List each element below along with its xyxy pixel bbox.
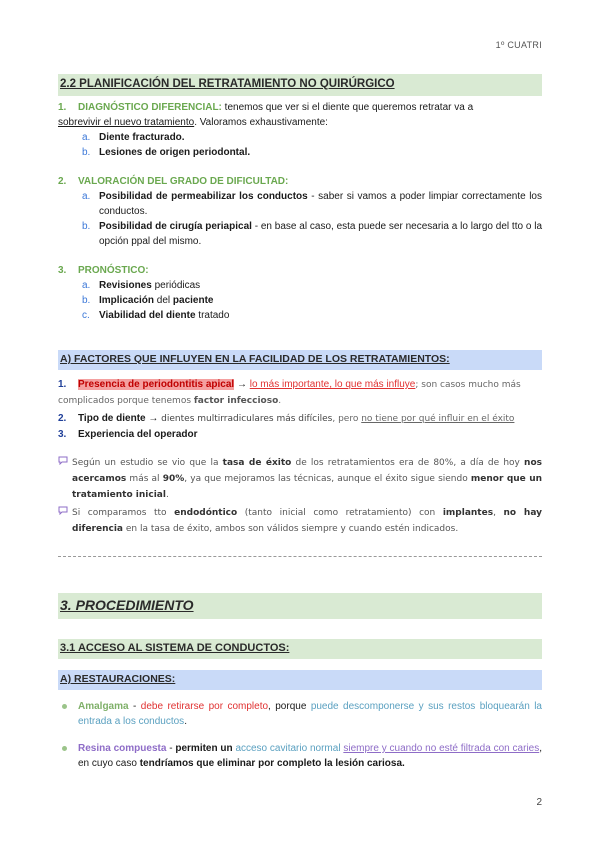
note-text: de los retratamientos era de 80%, a día de hoy xyxy=(291,458,525,468)
page-header-label: 1º CUATRI xyxy=(495,40,542,50)
sub-text: - en base al caso, esta puede ser necesaria a lo largo del tto o la opción ppal del mismo. xyxy=(99,221,543,247)
factores-band xyxy=(58,350,542,370)
section-2-2-band xyxy=(58,74,542,96)
sub-letter: a. xyxy=(82,132,91,143)
item-text-underlined: sobrevivir el nuevo tratamiento xyxy=(58,117,195,128)
bullet-bold: tendríamos que eliminar por completo la lesión cariosa. xyxy=(139,758,405,769)
item-number: 1. xyxy=(58,102,67,113)
section-divider xyxy=(58,556,542,557)
section-3-title: 3. PROCEDIMIENTO xyxy=(60,597,194,613)
item-text: . Valoramos exhaustivamente: xyxy=(194,117,328,128)
note-text: Si comparamos tto xyxy=(72,508,175,518)
sub-text: tratado xyxy=(195,310,230,321)
note-implantes xyxy=(58,505,542,537)
bullet-teal-text: acceso cavitario normal xyxy=(235,743,341,754)
pronostico-item xyxy=(58,263,542,323)
diagnostico-item xyxy=(58,100,542,160)
item-number: 3. xyxy=(58,265,67,276)
note-bold: no hay diferencia xyxy=(72,508,542,534)
section-3-1-title: 3.1 ACCESO AL SISTEMA DE CONDUCTOS: xyxy=(60,642,290,654)
item-number: 2. xyxy=(58,176,67,187)
note-bold: nos acercamos xyxy=(72,458,542,484)
dificultad-item xyxy=(58,174,542,249)
factor-bold: Experiencia del operador xyxy=(78,429,198,440)
restauraciones-list xyxy=(58,699,542,771)
sub-bold: Posibilidad de cirugía periapical xyxy=(99,221,252,232)
factor-hand-text: , pero xyxy=(332,414,362,424)
section-3-1-band xyxy=(58,639,542,659)
bullet-dot xyxy=(62,746,67,751)
factor-red-text: lo más importante, lo que más influye xyxy=(249,379,416,390)
sub-letter: a. xyxy=(82,191,91,202)
note-bold: 90% xyxy=(162,474,185,484)
item-heading: DIAGNÓSTICO DIFERENCIAL: xyxy=(78,102,222,113)
factor-hand-bold: factor infeccioso xyxy=(193,396,279,406)
factores-notes xyxy=(58,455,542,537)
sub-text: - saber si vamos a poder limpiar correctamente los conductos. xyxy=(99,191,542,217)
note-text: Según un estudio se vio que la xyxy=(72,458,223,468)
sub-bold: Viabilidad del diente xyxy=(99,310,196,321)
bullet-red-text: debe retirarse por completo xyxy=(140,701,269,712)
bullet-dot xyxy=(62,704,67,709)
note-bold: endodóntico xyxy=(174,508,238,518)
sub-bold: Revisiones xyxy=(99,280,152,291)
sub-text: Diente fracturado. xyxy=(99,132,185,143)
note-text: (tanto inicial como retratamiento) con xyxy=(237,508,443,518)
note-bold: implantes xyxy=(442,508,494,518)
bullet-text: , en cuyo caso xyxy=(78,743,543,769)
factor-hand-text: . xyxy=(278,396,282,406)
restauraciones-title: A) RESTAURACIONES: xyxy=(60,673,176,685)
bullet-term: Resina compuesta xyxy=(78,743,167,754)
factor-hand-text: dientes multirradiculares más difíciles xyxy=(161,414,333,424)
bullet-amalgama xyxy=(58,699,542,729)
arrow: → xyxy=(145,413,162,424)
item-heading: VALORACIÓN DEL GRADO DE DIFICULTAD: xyxy=(78,176,289,187)
note-text: en la tasa de éxito, ambos son válidos siempre y cuando estén indicados. xyxy=(123,524,459,534)
factores-list xyxy=(58,377,542,442)
bullet-term: Amalgama xyxy=(78,701,129,712)
note-bold: menor que un tratamiento inicial xyxy=(72,474,543,500)
item-heading: PRONÓSTICO: xyxy=(78,265,149,276)
speech-bubble-icon xyxy=(58,456,68,465)
bullet-text: - xyxy=(166,743,176,754)
note-bold: tasa de éxito xyxy=(222,458,292,468)
item-text: tenemos que ver si el diente que queremos retratar va a xyxy=(221,102,474,113)
note-text: , ya que mejoramos las técnicas, aunque el éxito sigue siendo xyxy=(184,474,471,484)
bullet-text: - xyxy=(128,701,141,712)
factor-number: 3. xyxy=(58,429,67,440)
bullet-bold: permiten un xyxy=(175,743,236,754)
factor-bold: Tipo de diente xyxy=(78,413,146,424)
arrow: → xyxy=(234,379,250,390)
bullet-teal-text: puede descomponerse y sus restos bloquearán la entrada a los conductos xyxy=(78,701,542,727)
section-3-band xyxy=(58,593,542,619)
note-tasa-exito xyxy=(58,455,542,503)
bullet-text: , porque xyxy=(268,701,311,712)
bullet-resina xyxy=(58,741,542,771)
factor-highlight: Presencia de periodontitis apical xyxy=(78,379,235,390)
sub-text: del xyxy=(154,295,173,306)
factor-number: 1. xyxy=(58,379,67,390)
sub-letter: b. xyxy=(82,295,91,306)
section-2-2-title: 2.2 PLANIFICACIÓN DEL RETRATAMIENTO NO QUIRÚRGICO xyxy=(60,78,395,90)
note-text: más al xyxy=(126,474,163,484)
bullet-text: . xyxy=(184,716,187,727)
sub-letter: c. xyxy=(82,310,90,321)
bullet-purple-underlined: siempre y cuando no esté filtrada con caries xyxy=(343,743,540,754)
note-text: , xyxy=(493,508,504,518)
restauraciones-band xyxy=(58,670,542,690)
factor-number: 2. xyxy=(58,413,67,424)
page-number: 2 xyxy=(536,797,542,808)
speech-bubble-icon xyxy=(58,506,68,515)
sub-letter: a. xyxy=(82,280,91,291)
sub-bold: paciente xyxy=(172,295,214,306)
sub-letter: b. xyxy=(82,147,91,158)
sub-text: periódicas xyxy=(151,280,201,291)
sub-text: Lesiones de origen periodontal. xyxy=(99,147,251,158)
note-text: . xyxy=(165,490,169,500)
factor-hand-text: ; son casos mucho más complicados porque tenemos xyxy=(58,380,521,406)
factores-title: A) FACTORES QUE INFLUYEN EN LA FACILIDAD DE LOS RETRATAMIENTOS: xyxy=(60,353,450,365)
sub-bold: Implicación xyxy=(99,295,155,306)
sub-letter: b. xyxy=(82,221,91,232)
factor-hand-underlined: no tiene por qué influir en el éxito xyxy=(361,414,515,424)
sub-bold: Posibilidad de permeabilizar los conductos xyxy=(99,191,308,202)
